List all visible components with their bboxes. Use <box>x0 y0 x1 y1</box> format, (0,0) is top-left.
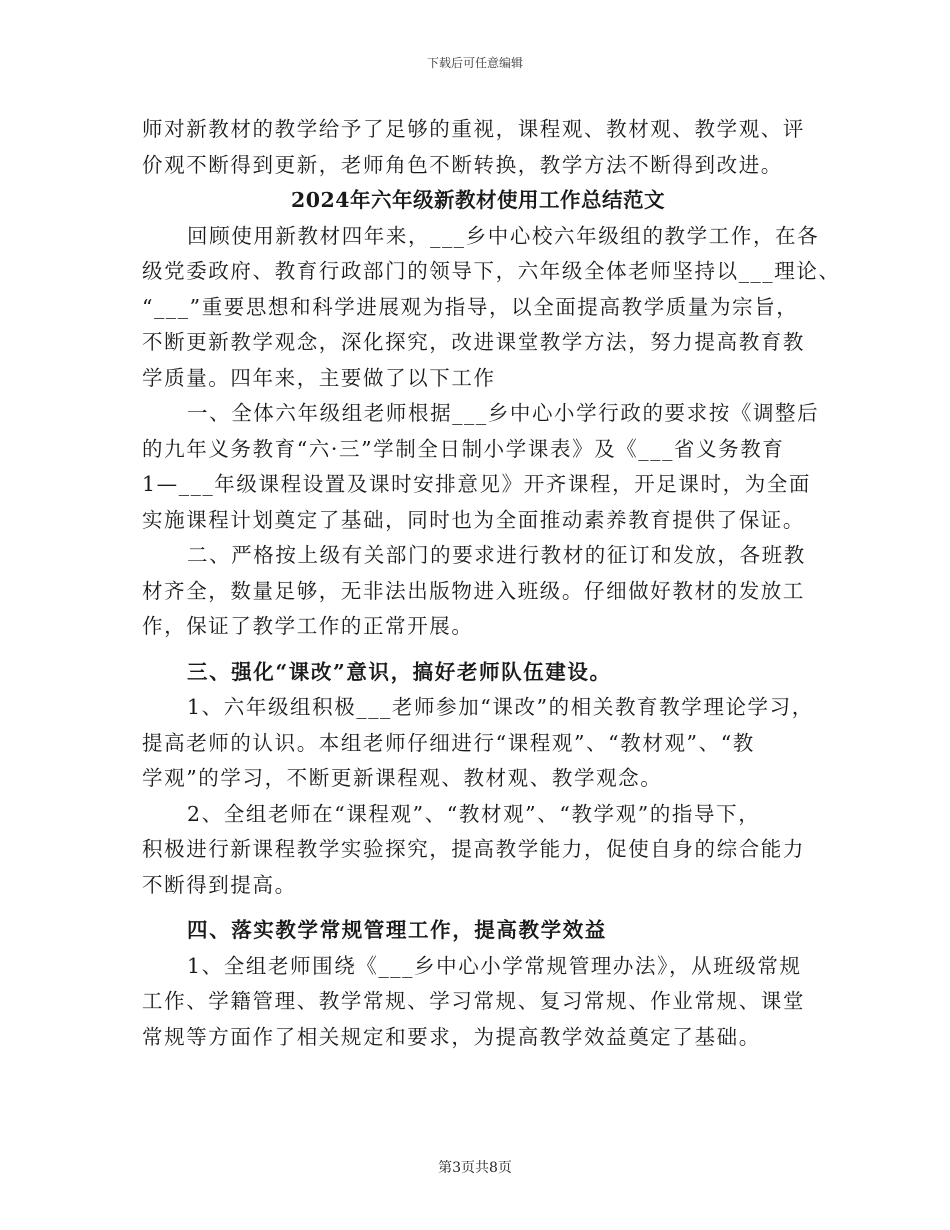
paragraph-start: 1、全组老师围绕《___乡中心小学常规管理办法》，从班级常规 <box>187 953 802 978</box>
body-line: 的九年义务教育“六·三”学制全日制小学课表》及《___省义务教育 <box>142 436 785 461</box>
body-line: 师对新教材的教学给予了足够的重视，课程观、教材观、教学观、评 <box>142 117 805 141</box>
body-line: 不断得到提高。 <box>142 872 297 897</box>
paragraph-start: 1、六年级组积极___老师参加“课改”的相关教育教学理论学习， <box>187 695 814 719</box>
paragraph-start: 回顾使用新教材四年来，___乡中心校六年级组的教学工作，在各 <box>187 223 820 248</box>
body-line: 学观”的学习，不断更新课程观、教材观、教学观念。 <box>142 766 663 790</box>
body-line: 学质量。四年来，主要做了以下工作 <box>142 365 496 390</box>
body-line: 工作、学籍管理、教学常规、学习常规、复习常规、作业常规、课堂 <box>142 989 805 1013</box>
document-body <box>142 112 841 1055</box>
page-header: 下载后可任意编辑 <box>426 56 523 70</box>
page-footer: 第3页共8页 <box>438 1160 512 1176</box>
body-line: 材齐全，数量足够，无非法出版物进入班级。仔细做好教材的发放工 <box>142 578 805 603</box>
body-line: 级党委政府、教育行政部门的领导下，六年级全体老师坚持以___理论、 <box>142 259 841 283</box>
section-heading: 四、落实教学常规管理工作，提高教学效益 <box>187 918 607 942</box>
body-line: 积极进行新课程教学实验探究，提高教学能力，促使自身的综合能力 <box>142 837 805 861</box>
body-line: “___”重要思想和科学进展观为指导，以全面提高教学质量为宗旨， <box>142 294 799 319</box>
section-heading: 三、强化“课改”意识，搞好老师队伍建设。 <box>187 659 612 684</box>
paragraph-start: 二、严格按上级有关部门的要求进行教材的征订和发放，各班教 <box>187 543 806 567</box>
body-line: 不断更新教学观念，深化探究，改进课堂教学方法，努力提高教育教 <box>142 330 805 354</box>
body-line: 作，保证了教学工作的正常开展。 <box>142 614 474 638</box>
paragraph-start: 一、全体六年级组老师根据___乡中心小学行政的要求按《调整后 <box>187 401 820 425</box>
body-line: 1—___年级课程设置及课时安排意见》开齐课程，开足课时，为全面 <box>142 472 811 496</box>
paragraph-start: 2、全组老师在“课程观”、“教材观”、“教学观”的指导下， <box>187 801 761 826</box>
body-line: 价观不断得到更新，老师角色不断转换，教学方法不断得到改进。 <box>142 152 783 177</box>
body-line: 常规等方面作了相关规定和要求，为提高教学效益奠定了基础。 <box>142 1024 761 1049</box>
body-line: 提高老师的认识。本组老师仔细进行“课程观”、“教材观”、“教 <box>142 730 755 755</box>
section-title: 2024年六年级新教材使用工作总结范文 <box>290 188 666 212</box>
body-line: 实施课程计划奠定了基础，同时也为全面推动素养教育提供了保证。 <box>142 507 805 532</box>
